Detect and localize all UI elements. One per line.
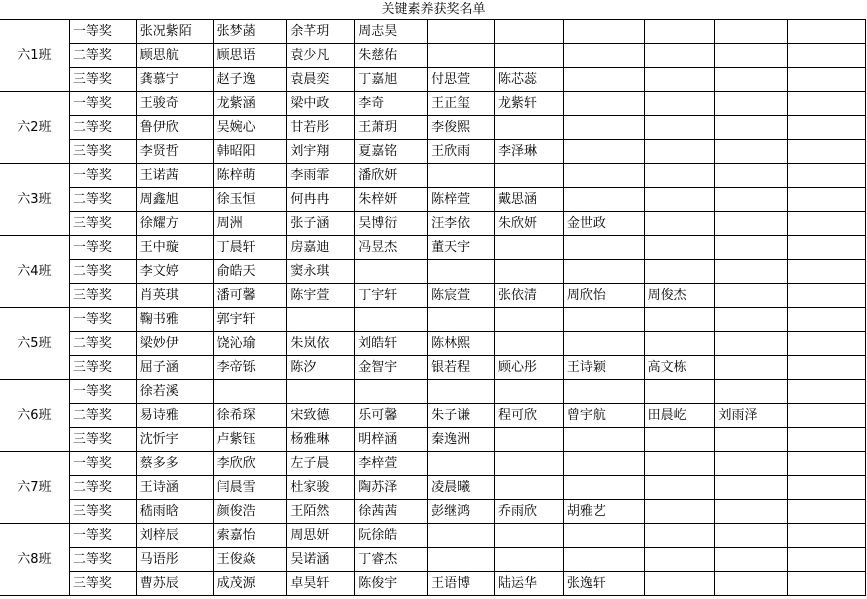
empty-cell	[428, 164, 495, 188]
student-name-cell: 夏嘉铭	[355, 140, 428, 164]
empty-cell	[644, 308, 715, 332]
empty-cell	[715, 236, 788, 260]
table-row	[0, 20, 866, 44]
student-name-cell: 金世政	[563, 212, 644, 236]
award-level-cell: 一等奖	[69, 20, 136, 44]
student-name-cell: 吴诺涵	[287, 548, 355, 572]
empty-cell	[494, 44, 563, 68]
empty-cell	[644, 548, 715, 572]
student-name-cell: 陆运华	[494, 572, 563, 596]
award-level-cell: 三等奖	[69, 140, 136, 164]
empty-cell	[788, 284, 866, 308]
empty-cell	[788, 236, 866, 260]
student-name-cell: 周鑫旭	[136, 188, 213, 212]
student-name-cell: 田晨屹	[644, 404, 715, 428]
empty-cell	[644, 20, 715, 44]
empty-cell	[494, 332, 563, 356]
student-name-cell: 蔡多多	[136, 452, 213, 476]
empty-cell	[788, 380, 866, 404]
student-name-cell: 颜俊浩	[213, 500, 287, 524]
table-row	[0, 68, 866, 92]
student-name-cell: 房嘉迪	[287, 236, 355, 260]
student-name-cell: 周俊杰	[644, 284, 715, 308]
student-name-cell: 吴博衍	[355, 212, 428, 236]
empty-cell	[644, 524, 715, 548]
table-row	[0, 332, 866, 356]
empty-cell	[563, 260, 644, 284]
empty-cell	[563, 428, 644, 452]
student-name-cell: 刘皓轩	[355, 332, 428, 356]
sheet-title: 关键素养获奖名单	[381, 2, 486, 17]
empty-cell	[715, 116, 788, 140]
student-name-cell: 李俊熙	[428, 116, 495, 140]
empty-cell	[213, 380, 287, 404]
student-name-cell: 陈林熙	[428, 332, 495, 356]
award-level-cell: 一等奖	[69, 308, 136, 332]
award-level-cell: 三等奖	[69, 284, 136, 308]
student-name-cell: 朱子谦	[428, 404, 495, 428]
student-name-cell: 付思萱	[428, 68, 495, 92]
award-level-cell: 一等奖	[69, 164, 136, 188]
student-name-cell: 刘梓辰	[136, 524, 213, 548]
table-row	[0, 44, 866, 68]
student-name-cell: 肖英琪	[136, 284, 213, 308]
empty-cell	[788, 140, 866, 164]
empty-cell	[428, 44, 495, 68]
student-name-cell: 甘若彤	[287, 116, 355, 140]
empty-cell	[428, 260, 495, 284]
award-level-cell: 三等奖	[69, 356, 136, 380]
student-name-cell: 王正玺	[428, 92, 495, 116]
student-name-cell: 李泽琳	[494, 140, 563, 164]
empty-cell	[644, 380, 715, 404]
student-name-cell: 窦永琪	[287, 260, 355, 284]
empty-cell	[563, 68, 644, 92]
empty-cell	[494, 548, 563, 572]
student-name-cell: 嵇雨晗	[136, 500, 213, 524]
class-name-cell: 六8班	[0, 524, 69, 596]
empty-cell	[287, 380, 355, 404]
award-level-cell: 三等奖	[69, 212, 136, 236]
empty-cell	[428, 380, 495, 404]
student-name-cell: 陈芯蕊	[494, 68, 563, 92]
empty-cell	[715, 164, 788, 188]
empty-cell	[788, 92, 866, 116]
student-name-cell: 易诗雅	[136, 404, 213, 428]
empty-cell	[563, 92, 644, 116]
student-name-cell: 丁嘉旭	[355, 68, 428, 92]
student-name-cell: 宋致德	[287, 404, 355, 428]
empty-cell	[494, 236, 563, 260]
empty-cell	[494, 20, 563, 44]
table-row	[0, 428, 866, 452]
student-name-cell: 张梦菡	[213, 20, 287, 44]
student-name-cell: 袁少凡	[287, 44, 355, 68]
student-name-cell: 朱岚依	[287, 332, 355, 356]
empty-cell	[715, 92, 788, 116]
student-name-cell: 朱欣妍	[494, 212, 563, 236]
class-name-cell: 六7班	[0, 452, 69, 524]
empty-cell	[563, 164, 644, 188]
empty-cell	[788, 188, 866, 212]
empty-cell	[644, 116, 715, 140]
student-name-cell: 张况紫陌	[136, 20, 213, 44]
empty-cell	[355, 380, 428, 404]
student-name-cell: 阮徐皓	[355, 524, 428, 548]
empty-cell	[287, 308, 355, 332]
student-name-cell: 徐玉恒	[213, 188, 287, 212]
empty-cell	[715, 548, 788, 572]
student-name-cell: 汪李依	[428, 212, 495, 236]
empty-cell	[715, 452, 788, 476]
empty-cell	[644, 452, 715, 476]
student-name-cell: 王俊焱	[213, 548, 287, 572]
student-name-cell: 陈宇萱	[287, 284, 355, 308]
empty-cell	[715, 524, 788, 548]
empty-cell	[563, 524, 644, 548]
empty-cell	[563, 236, 644, 260]
empty-cell	[644, 188, 715, 212]
student-name-cell: 徐茜茜	[355, 500, 428, 524]
empty-cell	[494, 380, 563, 404]
student-name-cell: 刘雨泽	[715, 404, 788, 428]
student-name-cell: 陈俊宇	[355, 572, 428, 596]
student-name-cell: 冯昱杰	[355, 236, 428, 260]
empty-cell	[715, 572, 788, 596]
empty-cell	[428, 548, 495, 572]
student-name-cell: 秦逸洲	[428, 428, 495, 452]
empty-cell	[788, 68, 866, 92]
student-name-cell: 周志昊	[355, 20, 428, 44]
table-row	[0, 380, 866, 404]
class-name-cell: 六2班	[0, 92, 69, 164]
empty-cell	[494, 452, 563, 476]
empty-cell	[644, 332, 715, 356]
award-level-cell: 三等奖	[69, 428, 136, 452]
empty-cell	[788, 116, 866, 140]
empty-cell	[788, 524, 866, 548]
empty-cell	[563, 332, 644, 356]
empty-cell	[428, 524, 495, 548]
student-name-cell: 李雨霏	[287, 164, 355, 188]
empty-cell	[788, 164, 866, 188]
empty-cell	[494, 164, 563, 188]
student-name-cell: 张依清	[494, 284, 563, 308]
award-level-cell: 三等奖	[69, 68, 136, 92]
empty-cell	[428, 20, 495, 44]
student-name-cell: 乐可馨	[355, 404, 428, 428]
award-level-cell: 二等奖	[69, 260, 136, 284]
student-name-cell: 赵子逸	[213, 68, 287, 92]
empty-cell	[788, 212, 866, 236]
table-row	[0, 308, 866, 332]
empty-cell	[644, 428, 715, 452]
student-name-cell: 王萧玥	[355, 116, 428, 140]
student-name-cell: 王骏奇	[136, 92, 213, 116]
student-name-cell: 潘欣妍	[355, 164, 428, 188]
student-name-cell: 王欣雨	[428, 140, 495, 164]
student-name-cell: 周洲	[213, 212, 287, 236]
empty-cell	[428, 308, 495, 332]
empty-cell	[788, 572, 866, 596]
student-name-cell: 李文婷	[136, 260, 213, 284]
student-name-cell: 沈忻宇	[136, 428, 213, 452]
table-row	[0, 548, 866, 572]
student-name-cell: 董天宇	[428, 236, 495, 260]
student-name-cell: 王陌然	[287, 500, 355, 524]
award-level-cell: 二等奖	[69, 404, 136, 428]
empty-cell	[563, 476, 644, 500]
student-name-cell: 闫晨雪	[213, 476, 287, 500]
award-level-cell: 二等奖	[69, 188, 136, 212]
student-name-cell: 陈宸萱	[428, 284, 495, 308]
empty-cell	[644, 212, 715, 236]
empty-cell	[494, 260, 563, 284]
table-row	[0, 524, 866, 548]
student-name-cell: 戴思涵	[494, 188, 563, 212]
student-name-cell: 陈梓萱	[428, 188, 495, 212]
student-name-cell: 张逸轩	[563, 572, 644, 596]
student-name-cell: 胡雅艺	[563, 500, 644, 524]
empty-cell	[428, 452, 495, 476]
student-name-cell: 王诺茜	[136, 164, 213, 188]
empty-cell	[788, 20, 866, 44]
empty-cell	[788, 500, 866, 524]
table-row	[0, 404, 866, 428]
student-name-cell: 陈梓萌	[213, 164, 287, 188]
table-row	[0, 284, 866, 308]
empty-cell	[494, 428, 563, 452]
class-name-cell: 六6班	[0, 380, 69, 452]
student-name-cell: 明梓涵	[355, 428, 428, 452]
award-level-cell: 二等奖	[69, 44, 136, 68]
student-name-cell: 张子涵	[287, 212, 355, 236]
student-name-cell: 梁中政	[287, 92, 355, 116]
empty-cell	[644, 44, 715, 68]
student-name-cell: 陶苏泽	[355, 476, 428, 500]
empty-cell	[715, 260, 788, 284]
student-name-cell: 吴婉心	[213, 116, 287, 140]
empty-cell	[788, 452, 866, 476]
empty-cell	[788, 308, 866, 332]
empty-cell	[788, 260, 866, 284]
empty-cell	[644, 500, 715, 524]
empty-cell	[563, 116, 644, 140]
table-row	[0, 260, 866, 284]
student-name-cell: 索嘉怡	[213, 524, 287, 548]
empty-cell	[644, 236, 715, 260]
empty-cell	[715, 308, 788, 332]
empty-cell	[788, 428, 866, 452]
empty-cell	[715, 140, 788, 164]
empty-cell	[715, 188, 788, 212]
student-name-cell: 王诗涵	[136, 476, 213, 500]
student-name-cell: 曾宇航	[563, 404, 644, 428]
student-name-cell: 袁晨奕	[287, 68, 355, 92]
student-name-cell: 李欣欣	[213, 452, 287, 476]
empty-cell	[355, 260, 428, 284]
student-name-cell: 王语博	[428, 572, 495, 596]
student-name-cell: 潘可馨	[213, 284, 287, 308]
student-name-cell: 韩昭阳	[213, 140, 287, 164]
student-name-cell: 杨雅琳	[287, 428, 355, 452]
student-name-cell: 俞皓天	[213, 260, 287, 284]
empty-cell	[788, 332, 866, 356]
student-name-cell: 屈子涵	[136, 356, 213, 380]
class-name-cell: 六1班	[0, 20, 69, 92]
student-name-cell: 徐若溪	[136, 380, 213, 404]
empty-cell	[715, 356, 788, 380]
award-level-cell: 一等奖	[69, 380, 136, 404]
student-name-cell: 李贤哲	[136, 140, 213, 164]
empty-cell	[715, 44, 788, 68]
award-table	[0, 19, 866, 596]
empty-cell	[788, 44, 866, 68]
student-name-cell: 龚慕宁	[136, 68, 213, 92]
table-row	[0, 572, 866, 596]
student-name-cell: 乔雨欣	[494, 500, 563, 524]
student-name-cell: 顾思航	[136, 44, 213, 68]
student-name-cell: 李梓萱	[355, 452, 428, 476]
student-name-cell: 王诗颖	[563, 356, 644, 380]
empty-cell	[563, 308, 644, 332]
empty-cell	[563, 452, 644, 476]
class-name-cell: 六4班	[0, 236, 69, 308]
student-name-cell: 顾思语	[213, 44, 287, 68]
empty-cell	[715, 428, 788, 452]
student-name-cell: 程可欣	[494, 404, 563, 428]
empty-cell	[788, 476, 866, 500]
empty-cell	[788, 356, 866, 380]
award-level-cell: 三等奖	[69, 500, 136, 524]
student-name-cell: 刘宇翔	[287, 140, 355, 164]
empty-cell	[644, 140, 715, 164]
table-row	[0, 92, 866, 116]
student-name-cell: 杜家骏	[287, 476, 355, 500]
empty-cell	[644, 260, 715, 284]
student-name-cell: 王中璇	[136, 236, 213, 260]
empty-cell	[715, 380, 788, 404]
student-name-cell: 彭继鸿	[428, 500, 495, 524]
empty-cell	[715, 212, 788, 236]
student-name-cell: 丁晨轩	[213, 236, 287, 260]
empty-cell	[644, 476, 715, 500]
student-name-cell: 卓昊轩	[287, 572, 355, 596]
empty-cell	[494, 308, 563, 332]
empty-cell	[644, 68, 715, 92]
class-name-cell: 六3班	[0, 164, 69, 236]
award-level-cell: 二等奖	[69, 476, 136, 500]
empty-cell	[644, 164, 715, 188]
student-name-cell: 马语彤	[136, 548, 213, 572]
student-name-cell: 金智宇	[355, 356, 428, 380]
empty-cell	[644, 92, 715, 116]
empty-cell	[563, 548, 644, 572]
student-name-cell: 银若程	[428, 356, 495, 380]
award-level-cell: 一等奖	[69, 524, 136, 548]
student-name-cell: 曹苏辰	[136, 572, 213, 596]
table-row	[0, 452, 866, 476]
empty-cell	[715, 476, 788, 500]
table-row	[0, 236, 866, 260]
student-name-cell: 徐耀方	[136, 212, 213, 236]
student-name-cell: 陈汐	[287, 356, 355, 380]
empty-cell	[563, 140, 644, 164]
student-name-cell: 凌晨曦	[428, 476, 495, 500]
award-level-cell: 二等奖	[69, 332, 136, 356]
table-row	[0, 212, 866, 236]
student-name-cell: 成茂源	[213, 572, 287, 596]
student-name-cell: 顾心彤	[494, 356, 563, 380]
empty-cell	[715, 284, 788, 308]
student-name-cell: 朱慈佑	[355, 44, 428, 68]
student-name-cell: 饶沁瑜	[213, 332, 287, 356]
table-row	[0, 188, 866, 212]
empty-cell	[355, 308, 428, 332]
student-name-cell: 龙紫轩	[494, 92, 563, 116]
student-name-cell: 李奇	[355, 92, 428, 116]
student-name-cell: 周思妍	[287, 524, 355, 548]
student-name-cell: 左子晨	[287, 452, 355, 476]
student-name-cell: 卢紫钰	[213, 428, 287, 452]
student-name-cell: 何冉冉	[287, 188, 355, 212]
empty-cell	[563, 20, 644, 44]
award-level-cell: 一等奖	[69, 92, 136, 116]
empty-cell	[788, 404, 866, 428]
table-row	[0, 140, 866, 164]
empty-cell	[715, 332, 788, 356]
table-row	[0, 476, 866, 500]
empty-cell	[644, 572, 715, 596]
award-level-cell: 三等奖	[69, 572, 136, 596]
empty-cell	[788, 548, 866, 572]
empty-cell	[494, 524, 563, 548]
student-name-cell: 梁妙伊	[136, 332, 213, 356]
empty-cell	[563, 188, 644, 212]
table-row	[0, 164, 866, 188]
student-name-cell: 周欣怡	[563, 284, 644, 308]
empty-cell	[715, 68, 788, 92]
student-name-cell: 鲁伊欣	[136, 116, 213, 140]
student-name-cell: 丁睿杰	[355, 548, 428, 572]
table-row	[0, 116, 866, 140]
award-level-cell: 二等奖	[69, 548, 136, 572]
table-row	[0, 356, 866, 380]
student-name-cell: 余芊玥	[287, 20, 355, 44]
student-name-cell: 李帝铄	[213, 356, 287, 380]
empty-cell	[494, 476, 563, 500]
student-name-cell: 龙紫涵	[213, 92, 287, 116]
empty-cell	[715, 500, 788, 524]
award-level-cell: 一等奖	[69, 452, 136, 476]
student-name-cell: 朱梓妍	[355, 188, 428, 212]
student-name-cell: 郭宇轩	[213, 308, 287, 332]
empty-cell	[563, 44, 644, 68]
table-row	[0, 500, 866, 524]
empty-cell	[563, 380, 644, 404]
student-name-cell: 鞠书雅	[136, 308, 213, 332]
student-name-cell: 丁宇轩	[355, 284, 428, 308]
empty-cell	[715, 20, 788, 44]
student-name-cell: 高文栋	[644, 356, 715, 380]
award-level-cell: 一等奖	[69, 236, 136, 260]
empty-cell	[494, 116, 563, 140]
student-name-cell: 徐希琛	[213, 404, 287, 428]
award-level-cell: 二等奖	[69, 116, 136, 140]
class-name-cell: 六5班	[0, 308, 69, 380]
